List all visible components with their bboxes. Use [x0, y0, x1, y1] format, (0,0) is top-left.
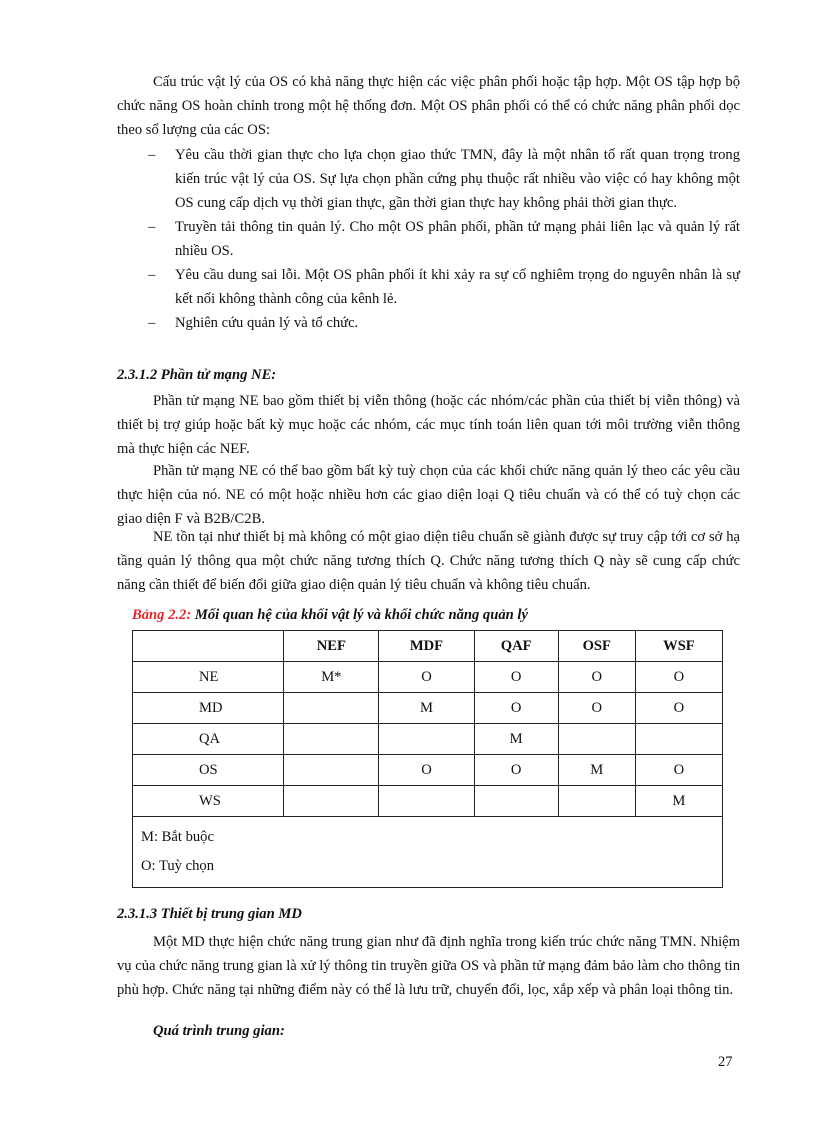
- table-legend: [133, 817, 723, 888]
- table-header-cell: WSF: [635, 631, 722, 662]
- table-cell: O: [635, 662, 722, 693]
- intro-bullet-list: [148, 143, 740, 335]
- table-cell: O: [474, 662, 558, 693]
- table-cell: M: [474, 724, 558, 755]
- table-header-cell: [133, 631, 284, 662]
- table-cell: [474, 786, 558, 817]
- legend-mandatory: M: Bắt buộc: [141, 829, 214, 845]
- intro-paragraph: Cấu trúc vật lý của OS có khả năng thực hiện các việc phân phối hoặc tập hợp. Một OS tập hợp bộ chức năng OS hoàn chỉnh trong một hệ thống đơn. Một OS phân phối có thể có chức năng phân phối dọc theo số lượng của các OS:: [117, 74, 740, 138]
- table-row-header: NE: [133, 662, 284, 693]
- md-subheading: Quá trình trung gian:: [153, 1023, 285, 1039]
- table-row-header: WS: [133, 786, 284, 817]
- list-item: [148, 143, 740, 215]
- section-heading-ne: 2.3.1.2 Phần tử mạng NE:: [117, 367, 277, 383]
- table-row: [133, 693, 723, 724]
- table-legend-row: [133, 817, 723, 888]
- table-cell: [284, 693, 379, 724]
- bullet-dash: –: [148, 219, 156, 235]
- table-cell: O: [635, 693, 722, 724]
- table-header-row: [133, 631, 723, 662]
- table-header-cell: QAF: [474, 631, 558, 662]
- table-caption-text: Mối quan hệ của khối vật lý và khối chức năng quản lý: [194, 607, 528, 623]
- table-cell: [379, 786, 474, 817]
- table-cell: [284, 755, 379, 786]
- page-number: 27: [718, 1054, 733, 1070]
- table-header-cell: MDF: [379, 631, 474, 662]
- bullet-text: Truyền tải thông tin quản lý. Cho một OS phân phối, phần tử mạng phải liên lạc và quản lý rất nhiều OS.: [175, 219, 740, 259]
- table-row: [133, 662, 723, 693]
- table-cell: [558, 724, 635, 755]
- table-cell: M: [379, 693, 474, 724]
- table-header-cell: NEF: [284, 631, 379, 662]
- table-cell: [635, 724, 722, 755]
- table-cell: O: [474, 755, 558, 786]
- legend-optional: O: Tuỳ chọn: [141, 858, 214, 874]
- table-cell: [379, 724, 474, 755]
- bullet-dash: –: [148, 267, 156, 283]
- table-caption: [132, 607, 528, 624]
- table-cell: O: [558, 662, 635, 693]
- table-cell: O: [379, 662, 474, 693]
- bullet-text: Nghiên cứu quản lý và tổ chức.: [175, 315, 359, 331]
- table-row: [133, 755, 723, 786]
- md-paragraph: Một MD thực hiện chức năng trung gian như đã định nghĩa trong kiến trúc chức năng TMN. Nhiệm vụ của chức năng trung gian là xử lý thông tin truyền giữa OS và phần tử mạng đảm bảo làm cho thông tin phù hợp. Chức năng tại những điểm này có thể là lưu trữ, chuyển đổi, lọc, xắp xếp và phân loại thông tin.: [117, 934, 740, 998]
- list-item: [148, 215, 740, 263]
- table-cell: O: [379, 755, 474, 786]
- table-cell: O: [635, 755, 722, 786]
- table-row: [133, 786, 723, 817]
- table-caption-label: Bảng 2.2:: [132, 607, 192, 623]
- bullet-text: Yêu cầu thời gian thực cho lựa chọn giao thức TMN, đây là một nhân tố rất quan trọng trong kiến trúc vật lý của OS. Sự lựa chọn phần cứng phụ thuộc rất nhiều vào việc có hay không một OS cung cấp dịch vụ thời gian thực, gần thời gian thực hay không phải thời gian thực.: [175, 147, 740, 211]
- bullet-dash: –: [148, 315, 156, 331]
- table-cell: O: [558, 693, 635, 724]
- table-cell: [284, 786, 379, 817]
- table-row-header: MD: [133, 693, 284, 724]
- ne-paragraph-1: Phần tử mạng NE bao gồm thiết bị viễn thông (hoặc các nhóm/các phần của thiết bị viễn thông) và thiết bị trợ giúp hoặc bất kỳ mục hoặc các nhóm, các mục tính toán liên quan tới môi trường viễn thông mà thực hiện các NEF.: [117, 393, 740, 457]
- table-row-header: QA: [133, 724, 284, 755]
- table-header-cell: OSF: [558, 631, 635, 662]
- table-cell: [558, 786, 635, 817]
- table-cell: O: [474, 693, 558, 724]
- section-heading-md: 2.3.1.3 Thiết bị trung gian MD: [117, 906, 302, 922]
- table-cell: M*: [284, 662, 379, 693]
- list-item: [148, 263, 740, 311]
- table-row-header: OS: [133, 755, 284, 786]
- table-cell: M: [558, 755, 635, 786]
- table-row: [133, 724, 723, 755]
- ne-paragraph-2: Phần tử mạng NE có thể bao gồm bất kỳ tuỳ chọn của các khối chức năng quản lý theo các yêu cầu thực hiện của nó. NE có một hoặc nhiều hơn các giao diện loại Q tiêu chuẩn và có thể có tuỳ chọn các giao diện F và B2B/C2B.: [117, 463, 740, 527]
- table-cell: M: [635, 786, 722, 817]
- table-cell: [284, 724, 379, 755]
- bullet-text: Yêu cầu dung sai lỗi. Một OS phân phối ít khi xảy ra sự cố nghiêm trọng do nguyên nhân là sự kết nối không thành công của kênh lẻ.: [175, 267, 740, 307]
- relation-table: [132, 630, 723, 888]
- ne-paragraph-3: NE tồn tại như thiết bị mà không có một giao diện tiêu chuẩn sẽ giành được sự truy cập tới cơ sở hạ tầng quản lý thông qua một chức năng tương thích Q. Chức năng tương thích Q này sẽ cung cấp chức năng cần thiết để biến đổi giữa giao diện quản lý tiêu chuẩn và không tiêu chuẩn.: [117, 529, 740, 593]
- list-item: [148, 311, 740, 335]
- bullet-dash: –: [148, 147, 156, 163]
